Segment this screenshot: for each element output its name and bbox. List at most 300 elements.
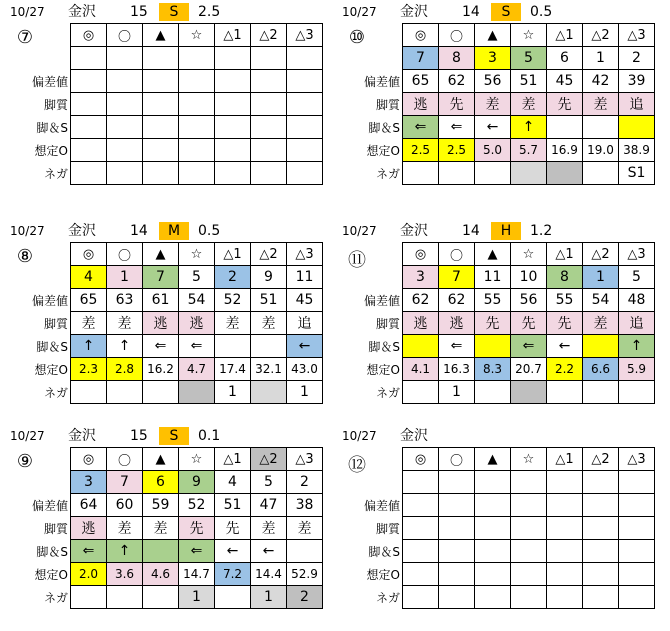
style-cell xyxy=(287,93,323,116)
dev-cell: 62 xyxy=(439,70,475,93)
odds-cell xyxy=(287,139,323,162)
leg-s-cell xyxy=(583,335,619,358)
row-label: 想定O xyxy=(34,567,68,582)
style-cell: 逃 xyxy=(403,312,439,335)
dev-cell xyxy=(583,494,619,517)
row-label: 偏差値 xyxy=(31,293,68,308)
nega-cell: 1 xyxy=(179,586,215,609)
dev-cell: 51 xyxy=(251,289,287,312)
mark-header-cell: △1 xyxy=(547,24,583,47)
race-header xyxy=(342,427,664,445)
odds-cell xyxy=(403,563,439,586)
leg-s-cell xyxy=(547,116,583,139)
race-date: 10/27 xyxy=(342,224,377,238)
dev-cell xyxy=(475,494,511,517)
leg-s-cell: ← xyxy=(547,335,583,358)
mark-header-cell: ☆ xyxy=(511,24,547,47)
nega-cell xyxy=(511,162,547,185)
nega-cell xyxy=(71,381,107,404)
number-cell: 3 xyxy=(403,266,439,289)
number-cell xyxy=(475,471,511,494)
race-pace-badge: S xyxy=(159,427,189,445)
row-label: 偏差値 xyxy=(31,74,68,89)
number-cell: 5 xyxy=(179,266,215,289)
style-cell xyxy=(179,93,215,116)
dev-cell xyxy=(439,494,475,517)
race-header xyxy=(10,222,332,240)
row-label: 脚質 xyxy=(375,316,400,331)
leg-s-cell: ↑ xyxy=(619,335,655,358)
row-dev xyxy=(10,70,323,93)
number-cell xyxy=(215,47,251,70)
leg-s-cell xyxy=(619,540,655,563)
nega-cell xyxy=(179,381,215,404)
dev-cell: 45 xyxy=(547,70,583,93)
mark-header-cell: 〇 xyxy=(107,448,143,471)
number-cell xyxy=(619,471,655,494)
row-style xyxy=(342,517,655,540)
odds-cell xyxy=(215,139,251,162)
dev-cell: 48 xyxy=(619,289,655,312)
leg-s-cell: ↑ xyxy=(511,116,547,139)
row-style xyxy=(10,517,323,540)
row-number xyxy=(10,266,323,289)
mark-header-cell: △2 xyxy=(583,243,619,266)
odds-cell: 19.0 xyxy=(583,139,619,162)
mark-header-cell: ▲ xyxy=(475,448,511,471)
race-pace-badge: M xyxy=(159,222,189,240)
style-cell: 逃 xyxy=(439,312,475,335)
row-label: 脚＆S xyxy=(36,544,68,559)
race-panel xyxy=(342,3,664,203)
number-cell: 8 xyxy=(547,266,583,289)
mark-header-cell: ☆ xyxy=(179,448,215,471)
mark-header-cell: △1 xyxy=(215,243,251,266)
mark-header-cell: △2 xyxy=(251,243,287,266)
mark-header-cell: ◎ xyxy=(403,243,439,266)
odds-cell: 2.3 xyxy=(71,358,107,381)
leg-s-cell xyxy=(287,116,323,139)
row-label: 偏差値 xyxy=(31,498,68,513)
row-number xyxy=(342,471,655,494)
number-cell: 6 xyxy=(547,47,583,70)
mark-header-cell: 〇 xyxy=(107,243,143,266)
leg-s-cell: ← xyxy=(475,116,511,139)
style-cell: 差 xyxy=(583,312,619,335)
style-cell: 差 xyxy=(215,312,251,335)
style-cell: 先 xyxy=(439,93,475,116)
race-distance: 14 xyxy=(130,223,148,239)
row-label: 脚質 xyxy=(375,521,400,536)
mark-header-cell: ▲ xyxy=(475,24,511,47)
number-cell: 8 xyxy=(439,47,475,70)
leg-s-cell: ← xyxy=(251,540,287,563)
leg-s-cell: ⇐ xyxy=(439,116,475,139)
number-cell: 11 xyxy=(475,266,511,289)
row-nega xyxy=(10,586,323,609)
style-cell: 差 xyxy=(251,312,287,335)
leg-s-cell: ← xyxy=(215,540,251,563)
number-cell xyxy=(143,47,179,70)
dev-cell xyxy=(619,494,655,517)
nega-cell xyxy=(107,381,143,404)
mark-header-cell: 〇 xyxy=(107,24,143,47)
race-number: ⑨ xyxy=(16,451,34,472)
style-cell: 差 xyxy=(251,517,287,540)
nega-cell xyxy=(403,586,439,609)
leg-s-cell: ⇐ xyxy=(403,116,439,139)
style-cell xyxy=(583,517,619,540)
number-cell: 7 xyxy=(403,47,439,70)
race-distance: 15 xyxy=(130,4,148,20)
number-cell: 7 xyxy=(107,471,143,494)
row-label: ネガ xyxy=(43,385,68,400)
dev-cell xyxy=(107,70,143,93)
dev-cell: 54 xyxy=(179,289,215,312)
row-style xyxy=(10,312,323,335)
odds-cell: 16.3 xyxy=(439,358,475,381)
race-table xyxy=(10,23,323,185)
row-label: ネガ xyxy=(43,590,68,605)
mark-header-cell: 〇 xyxy=(439,243,475,266)
race-venue: 金沢 xyxy=(400,4,428,20)
mark-header-cell: △1 xyxy=(547,448,583,471)
nega-cell xyxy=(619,381,655,404)
mark-header-cell: ☆ xyxy=(179,24,215,47)
style-cell: 逃 xyxy=(179,312,215,335)
dev-cell: 65 xyxy=(71,289,107,312)
race-number: ⑦ xyxy=(16,27,34,48)
style-cell: 追 xyxy=(619,312,655,335)
style-cell xyxy=(71,93,107,116)
style-cell xyxy=(143,93,179,116)
leg-s-cell xyxy=(475,335,511,358)
dev-cell: 60 xyxy=(107,494,143,517)
nega-cell xyxy=(143,586,179,609)
race-distance: 14 xyxy=(462,4,480,20)
row-label: 脚＆S xyxy=(36,339,68,354)
style-cell: 差 xyxy=(287,517,323,540)
nega-cell xyxy=(583,162,619,185)
row-odds xyxy=(342,358,655,381)
race-date: 10/27 xyxy=(342,5,377,19)
number-cell: 3 xyxy=(475,47,511,70)
style-cell xyxy=(511,517,547,540)
row-number xyxy=(10,471,323,494)
leg-s-cell xyxy=(403,540,439,563)
mark-header-cell: ☆ xyxy=(511,448,547,471)
race-panel xyxy=(342,222,664,422)
dev-cell: 56 xyxy=(511,289,547,312)
dev-cell xyxy=(287,70,323,93)
nega-cell xyxy=(511,586,547,609)
nega-cell xyxy=(439,162,475,185)
leg-s-cell: ⇐ xyxy=(511,335,547,358)
odds-cell: 17.4 xyxy=(215,358,251,381)
race-venue: 金沢 xyxy=(400,223,428,239)
style-cell: 差 xyxy=(475,93,511,116)
odds-cell xyxy=(251,139,287,162)
number-cell xyxy=(71,47,107,70)
mark-header-cell: △3 xyxy=(619,448,655,471)
nega-cell xyxy=(215,162,251,185)
row-label: 脚＆S xyxy=(36,120,68,135)
mark-header-cell: ◎ xyxy=(71,448,107,471)
dev-cell xyxy=(547,494,583,517)
leg-s-cell: ⇐ xyxy=(143,335,179,358)
row-odds xyxy=(10,139,323,162)
number-cell: 11 xyxy=(287,266,323,289)
mark-header-cell: △2 xyxy=(251,448,287,471)
number-cell: 5 xyxy=(619,266,655,289)
number-cell: 3 xyxy=(71,471,107,494)
race-pace-badge: H xyxy=(491,222,521,240)
mark-header-cell: △3 xyxy=(287,24,323,47)
marks-row xyxy=(10,448,323,471)
odds-cell: 2.2 xyxy=(547,358,583,381)
dev-cell: 62 xyxy=(403,289,439,312)
mark-header-cell: ▲ xyxy=(475,243,511,266)
nega-cell xyxy=(403,162,439,185)
race-venue: 金沢 xyxy=(68,4,96,20)
mark-header-cell: △1 xyxy=(215,448,251,471)
dev-cell: 61 xyxy=(143,289,179,312)
dev-cell: 63 xyxy=(107,289,143,312)
dev-cell: 52 xyxy=(179,494,215,517)
number-cell xyxy=(179,47,215,70)
mark-header-cell: ☆ xyxy=(179,243,215,266)
leg-s-cell: ← xyxy=(287,335,323,358)
nega-cell xyxy=(583,381,619,404)
race-venue: 金沢 xyxy=(400,428,428,444)
race-table xyxy=(10,447,323,609)
race-header xyxy=(10,3,332,21)
nega-cell xyxy=(547,381,583,404)
odds-cell: 2.0 xyxy=(71,563,107,586)
row-leg-s xyxy=(10,540,323,563)
row-odds xyxy=(10,358,323,381)
race-number: ⑧ xyxy=(16,246,34,267)
race-panel xyxy=(10,427,332,627)
dev-cell: 52 xyxy=(215,289,251,312)
style-cell xyxy=(403,517,439,540)
leg-s-cell xyxy=(143,116,179,139)
style-cell: 追 xyxy=(287,312,323,335)
odds-cell: 5.7 xyxy=(511,139,547,162)
mark-header-cell: △2 xyxy=(583,448,619,471)
race-pace-value: 0.5 xyxy=(198,223,221,239)
race-date: 10/27 xyxy=(10,5,45,19)
mark-header-cell: △2 xyxy=(583,24,619,47)
odds-cell xyxy=(439,563,475,586)
nega-cell xyxy=(215,586,251,609)
dev-cell: 55 xyxy=(475,289,511,312)
row-label xyxy=(10,471,71,494)
mark-header-cell: ☆ xyxy=(511,243,547,266)
number-cell: 2 xyxy=(619,47,655,70)
row-label: 脚質 xyxy=(375,97,400,112)
odds-cell: 38.9 xyxy=(619,139,655,162)
nega-cell xyxy=(287,162,323,185)
nega-cell xyxy=(475,381,511,404)
leg-s-cell: ⇐ xyxy=(439,335,475,358)
race-number: ⑫ xyxy=(348,455,366,476)
row-label: 偏差値 xyxy=(363,498,400,513)
odds-cell: 5.9 xyxy=(619,358,655,381)
leg-s-cell xyxy=(619,116,655,139)
dev-cell xyxy=(251,70,287,93)
row-leg-s xyxy=(342,335,655,358)
dev-cell: 51 xyxy=(215,494,251,517)
style-cell: 差 xyxy=(511,93,547,116)
number-cell xyxy=(403,471,439,494)
mark-header-cell: △3 xyxy=(619,24,655,47)
style-cell xyxy=(475,517,511,540)
row-label: 脚＆S xyxy=(368,544,400,559)
nega-cell: 1 xyxy=(215,381,251,404)
mark-header-cell: △1 xyxy=(547,243,583,266)
row-number xyxy=(10,47,323,70)
leg-s-cell xyxy=(143,540,179,563)
style-cell: 先 xyxy=(511,312,547,335)
race-table xyxy=(10,242,323,404)
number-cell xyxy=(107,47,143,70)
row-label xyxy=(10,47,71,70)
mark-header-cell: △2 xyxy=(251,24,287,47)
leg-s-cell: ⇐ xyxy=(71,540,107,563)
race-number: ⑪ xyxy=(348,250,366,271)
row-label: ネガ xyxy=(375,590,400,605)
race-pace-badge: S xyxy=(159,3,189,21)
row-label: ネガ xyxy=(375,385,400,400)
odds-cell: 4.6 xyxy=(143,563,179,586)
row-label: 脚＆S xyxy=(368,339,400,354)
marks-row xyxy=(342,448,655,471)
row-label: 脚＆S xyxy=(368,120,400,135)
dev-cell: 54 xyxy=(583,289,619,312)
leg-s-cell xyxy=(215,116,251,139)
dev-cell xyxy=(71,70,107,93)
row-number xyxy=(342,266,655,289)
odds-cell xyxy=(143,139,179,162)
mark-header-cell: △3 xyxy=(287,448,323,471)
mark-header-cell: ▲ xyxy=(143,243,179,266)
row-dev xyxy=(342,70,655,93)
number-cell xyxy=(251,47,287,70)
row-odds xyxy=(10,563,323,586)
nega-cell xyxy=(71,586,107,609)
row-nega xyxy=(342,381,655,404)
row-leg-s xyxy=(342,540,655,563)
style-cell: 差 xyxy=(71,312,107,335)
race-header xyxy=(342,222,664,240)
nega-cell: 1 xyxy=(251,586,287,609)
leg-s-cell xyxy=(251,335,287,358)
style-cell: 逃 xyxy=(143,312,179,335)
row-odds xyxy=(342,139,655,162)
nega-cell xyxy=(403,381,439,404)
number-cell: 7 xyxy=(143,266,179,289)
race-pace-value: 0.5 xyxy=(530,4,553,20)
race-date: 10/27 xyxy=(10,429,45,443)
race-date: 10/27 xyxy=(10,224,45,238)
number-cell: 5 xyxy=(511,47,547,70)
nega-cell xyxy=(179,162,215,185)
dev-cell xyxy=(215,70,251,93)
dev-cell xyxy=(179,70,215,93)
leg-s-cell: ⇐ xyxy=(179,335,215,358)
odds-cell: 2.5 xyxy=(403,139,439,162)
nega-cell xyxy=(251,381,287,404)
race-table xyxy=(342,242,655,404)
dev-cell: 64 xyxy=(71,494,107,517)
race-distance: 15 xyxy=(130,428,148,444)
row-label: 想定O xyxy=(366,362,400,377)
number-cell xyxy=(547,471,583,494)
row-label: 想定O xyxy=(366,567,400,582)
odds-cell xyxy=(107,139,143,162)
row-label: 想定O xyxy=(34,362,68,377)
odds-cell xyxy=(511,563,547,586)
leg-s-cell: ↑ xyxy=(71,335,107,358)
marks-row xyxy=(342,243,655,266)
style-cell: 逃 xyxy=(403,93,439,116)
row-odds xyxy=(342,563,655,586)
odds-cell: 43.0 xyxy=(287,358,323,381)
nega-cell xyxy=(583,586,619,609)
leg-s-cell xyxy=(475,540,511,563)
dev-cell: 39 xyxy=(619,70,655,93)
style-cell: 差 xyxy=(143,517,179,540)
odds-cell: 3.6 xyxy=(107,563,143,586)
race-number: ⑩ xyxy=(348,27,366,48)
number-cell: 1 xyxy=(583,47,619,70)
leg-s-cell: ↑ xyxy=(107,540,143,563)
race-pace-value: 0.1 xyxy=(198,428,221,444)
marks-row xyxy=(342,24,655,47)
nega-cell xyxy=(143,381,179,404)
odds-cell: 20.7 xyxy=(511,358,547,381)
row-dev xyxy=(342,289,655,312)
dev-cell: 59 xyxy=(143,494,179,517)
row-label: 脚質 xyxy=(43,97,68,112)
dev-cell: 55 xyxy=(547,289,583,312)
style-cell: 先 xyxy=(215,517,251,540)
row-leg-s xyxy=(10,116,323,139)
nega-cell: 1 xyxy=(439,381,475,404)
dev-cell: 65 xyxy=(403,70,439,93)
style-cell: 先 xyxy=(179,517,215,540)
race-panel xyxy=(10,3,332,203)
style-cell xyxy=(215,93,251,116)
leg-s-cell xyxy=(583,116,619,139)
odds-cell xyxy=(619,563,655,586)
number-cell: 10 xyxy=(511,266,547,289)
nega-cell xyxy=(547,586,583,609)
row-leg-s xyxy=(342,116,655,139)
nega-cell xyxy=(511,381,547,404)
dev-cell: 45 xyxy=(287,289,323,312)
row-label: 脚質 xyxy=(43,521,68,536)
nega-cell xyxy=(547,162,583,185)
style-cell: 差 xyxy=(107,517,143,540)
mark-header-cell: △1 xyxy=(215,24,251,47)
nega-cell xyxy=(71,162,107,185)
number-cell: 2 xyxy=(215,266,251,289)
odds-cell: 2.5 xyxy=(439,139,475,162)
dev-cell: 51 xyxy=(511,70,547,93)
style-cell: 逃 xyxy=(71,517,107,540)
